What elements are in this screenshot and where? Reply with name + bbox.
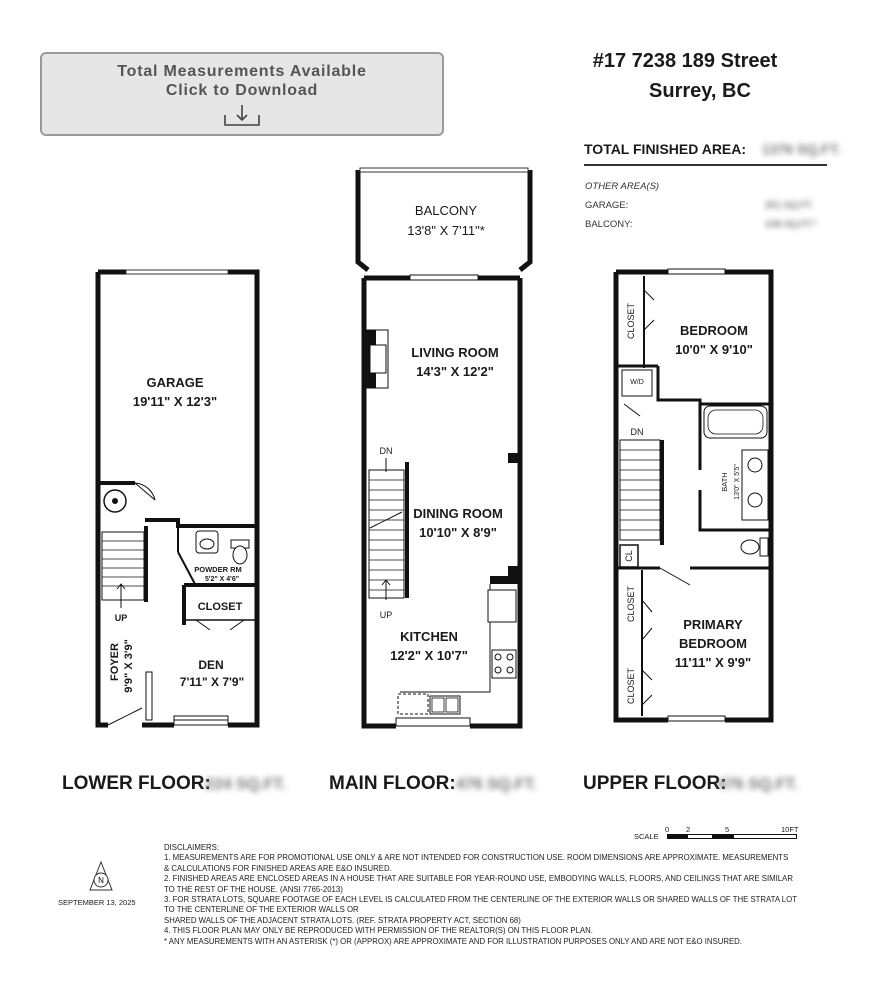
- scale-segment: [668, 835, 688, 838]
- primary-bedroom-dim: 11'11" X 9'9": [674, 655, 752, 670]
- scale-tick-5: 5: [725, 825, 730, 834]
- den-label: DEN: [198, 658, 224, 672]
- den-closet-label: CLOSET: [197, 601, 243, 613]
- address-line1: #17 7238 189 Street: [592, 50, 778, 72]
- bath-dim: 13'0" X 5'5": [734, 464, 741, 500]
- bedroom-label: BEDROOM: [680, 323, 748, 338]
- total-finished-area-label: TOTAL FINISHED AREA:: [584, 141, 747, 157]
- lower-floor-value: 224 SQ.FT.: [205, 776, 286, 793]
- main-dn-label: DN: [379, 446, 393, 456]
- balcony-label: BALCONY: [414, 203, 478, 218]
- disclaimer-title: DISCLAIMERS:: [164, 843, 220, 852]
- disclaimer-line: SHARED WALLS OF THE ADJACENT STRATA LOTS. (REF. STRATA PROPERTY ACT, SECTION 68): [164, 915, 521, 925]
- garage-label: GARAGE: [146, 375, 204, 390]
- upper-closet-3-label: CLOSET: [626, 667, 636, 705]
- garage-area-value: 251 SQ.FT.: [765, 200, 814, 211]
- living-room-dim: 14'3" X 12'2": [416, 364, 494, 379]
- download-line2: Click to Download: [165, 82, 319, 99]
- lower-floor-label: LOWER FLOOR:: [62, 773, 211, 794]
- main-up-label: UP: [379, 610, 393, 620]
- disclaimer-line: TO THE CENTERLINE OF THE EXTERIOR WALLS OR: [164, 905, 359, 915]
- scale-tick-10: 10FT: [781, 825, 799, 834]
- disclaimer-line: TO THE REST OF THE HOUSE. (ANSI 7765-2013): [164, 884, 343, 894]
- den-dim: 7'11" X 7'9": [179, 675, 245, 689]
- lower-floor-plan: [98, 270, 257, 725]
- scale-tick-0: 0: [665, 825, 670, 834]
- kitchen-label: KITCHEN: [400, 629, 458, 644]
- disclaimers: [164, 843, 814, 947]
- disclaimer-line: & CALCULATIONS FOR FINISHED AREAS ARE E&O INSURED.: [164, 863, 392, 873]
- upper-closet-2-label: CLOSET: [626, 585, 636, 623]
- powder-room-label: POWDER RM: [194, 565, 242, 574]
- primary-bedroom-label-2: BEDROOM: [679, 636, 747, 651]
- dining-room-dim: 10'10" X 8'9": [419, 525, 497, 540]
- powder-room-dim: 5'2" X 4'6": [204, 576, 240, 583]
- disclaimer-line: 3. FOR STRATA LOTS, SQUARE FOOTAGE OF EACH LEVEL IS CALCULATED FROM THE CENTERLINE OF THE EXTERIOR WALLS OR SHARED WALLS OF THE STRATA LOT: [164, 895, 797, 905]
- primary-bedroom-label-1: PRIMARY: [683, 617, 743, 632]
- washer-dryer-label: W/D: [630, 379, 644, 386]
- north-label: N: [98, 876, 104, 885]
- bedroom-dim: 10'0" X 9'10": [675, 342, 753, 357]
- upper-floor-label: UPPER FLOOR:: [583, 773, 727, 794]
- main-floor-plan: [358, 168, 530, 726]
- main-floor-label: MAIN FLOOR:: [329, 773, 456, 794]
- disclaimer-line: 1. MEASUREMENTS ARE FOR PROMOTIONAL USE ONLY & ARE NOT INTENDED FOR CONSTRUCTION USE. ROOM DIMENSIONS ARE APPROXIMATE. MEASUREMENTS: [164, 853, 789, 863]
- disclaimer-line: 4. THIS FLOOR PLAN MAY ONLY BE REPRODUCED WITH PERMISSION OF THE REALTOR(S) ON THIS FLOOR PLAN.: [164, 926, 593, 936]
- scale-segment: [712, 835, 734, 838]
- scale-tick-2: 2: [686, 825, 691, 834]
- lower-up-label: UP: [114, 613, 128, 623]
- balcony-area-value: 108 SQ.FT.*: [765, 219, 817, 230]
- plan-date: SEPTEMBER 13, 2025: [58, 898, 136, 907]
- upper-floor-value: 476 SQ.FT.: [717, 776, 798, 793]
- scale-bar: [667, 834, 797, 839]
- main-floor-value: 476 SQ.FT.: [456, 776, 537, 793]
- upper-floor-plan: [616, 269, 771, 721]
- balcony-dim: 13'8" X 7'11"*: [407, 223, 485, 238]
- garage-area-label: GARAGE:: [585, 200, 629, 211]
- linen-closet-label: CL: [624, 550, 634, 562]
- download-line1: Total Measurements Available: [117, 63, 367, 80]
- scale-label: SCALE: [634, 832, 659, 841]
- balcony-area-label: BALCONY:: [585, 219, 633, 230]
- garage-dim: 19'11" X 12'3": [132, 394, 218, 409]
- kitchen-dim: 12'2" X 10'7": [390, 648, 468, 663]
- north-arrow-icon: [88, 860, 114, 892]
- other-areas-label: OTHER AREA(S): [585, 181, 660, 192]
- living-room-label: LIVING ROOM: [411, 345, 499, 360]
- disclaimer-line: 2. FINISHED AREAS ARE ENCLOSED AREAS IN A HOUSE THAT ARE SUITABLE FOR YEAR-ROUND USE, EMBODYING WALLS, FLOORS, AND CEILINGS THAT ARE SIMILAR: [164, 874, 793, 884]
- bath-label: BATH: [720, 472, 729, 492]
- dining-room-label: DINING ROOM: [413, 506, 503, 521]
- address-line2: Surrey, BC: [649, 80, 751, 102]
- foyer-dim: 9'9" X 3'9": [123, 639, 135, 693]
- disclaimer-line: * ANY MEASUREMENTS WITH AN ASTERISK (*) OR (APPROX) ARE APPROXIMATE AND FOR ILLUSTRATION PURPOSES ONLY AND ARE NOT E&O INSURED.: [164, 936, 742, 946]
- upper-closet-1-label: CLOSET: [626, 302, 636, 340]
- total-finished-area-value: 1376 SQ.FT.: [762, 141, 841, 157]
- foyer-label: FOYER: [109, 643, 121, 681]
- upper-dn-label: DN: [630, 427, 644, 437]
